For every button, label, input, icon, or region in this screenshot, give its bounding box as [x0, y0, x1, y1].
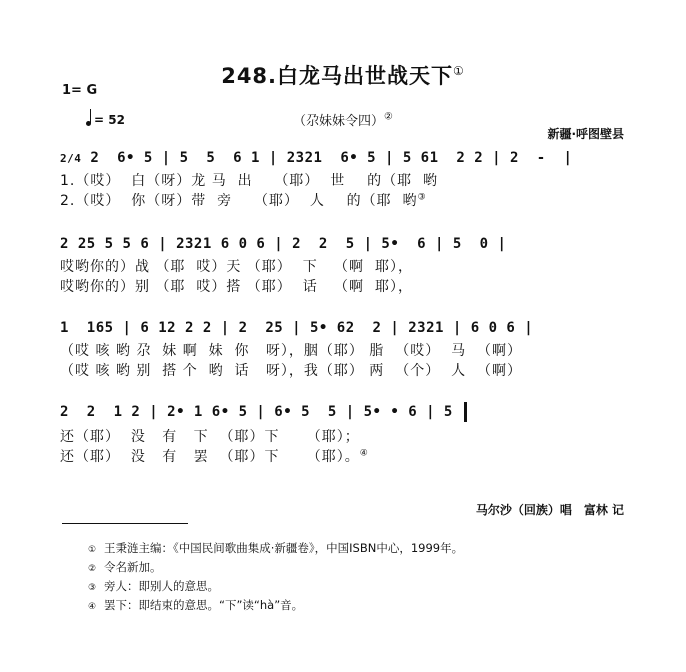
key-signature: 1= G	[62, 83, 98, 98]
lyric-verse-1: 还（耶） 没 有 下 （耶）下 （耶）；	[60, 429, 360, 445]
footnote-divider	[62, 523, 188, 524]
lyric-verse-1: 1.（哎） 白（呀）龙 马 出 （耶） 世 的（耶 哟	[60, 173, 439, 189]
lyric-verse-2: （哎 咳 哟 别 搭 个 哟 话 呀），我（耶） 两 （个） 人 （啊）	[60, 363, 523, 379]
lyric-footnote-marker: ③	[417, 192, 427, 203]
notation-line: 2 2 1 2 | 2• 1 6• 5 | 6• 5 5 | 5• • 6 | 5	[60, 402, 630, 422]
tempo-marking: = 52	[86, 113, 125, 127]
footnote-1: ① 王秉涟主编：《中国民间歌曲集成·新疆卷》，中国ISBN中心，1999年。	[88, 541, 464, 555]
time-signature: 2/4	[60, 152, 82, 165]
song-title: 248.白龙马出世战天下①	[221, 64, 465, 88]
subtitle-footnote-marker: ②	[384, 111, 393, 123]
song-subtitle: （尕妹妹令四）②	[293, 111, 393, 129]
song-region: 新疆·呼图壁县	[547, 127, 624, 141]
score-system-3	[60, 320, 630, 380]
title-footnote-marker: ①	[453, 64, 465, 78]
performer-credit: 马尔沙（回族）唱 富林 记	[475, 503, 624, 517]
notation-line: 2 25 5 5 6 | 2321 6 0 6 | 2 2 5 | 5• 6 | 5 0 |	[60, 236, 507, 252]
final-barline	[464, 402, 467, 422]
lyric-footnote-marker: ④	[359, 448, 369, 459]
score-system-4	[60, 402, 630, 466]
score-system-1	[60, 150, 630, 210]
lyric-verse-1: 哎哟你的）战 （耶 哎）天 （耶） 下 （啊 耶），	[60, 259, 413, 275]
footnote-3: ③ 旁人：即别人的意思。	[88, 579, 219, 593]
notation-line: 1 165 | 6 12 2 2 | 2 25 | 5• 62 2 | 2321 | 6 0 6 |	[60, 320, 534, 336]
lyric-verse-1: （哎 咳 哟 尕 妹 啊 妹 你 呀），胭（耶） 脂 （哎） 马 （啊）	[60, 343, 523, 359]
lyric-verse-2: 2.（哎） 你（呀）带 旁 （耶） 人 的（耶 哟③	[60, 192, 427, 209]
footnote-2: ② 令名新加。	[88, 560, 162, 574]
score-system-2	[60, 236, 630, 296]
lyric-verse-2: 哎哟你的）别 （耶 哎）搭 （耶） 话 （啊 耶），	[60, 279, 413, 295]
footnote-4: ④ 罢下：即结束的意思。“下”读“hà”音。	[88, 598, 304, 612]
notation-line: 2/4 2 6• 5 | 5 5 6 1 | 2321 6• 5 | 5 61 2 2 | 2 - |	[60, 150, 582, 166]
lyric-verse-2: 还（耶） 没 有 罢 （耶）下 （耶）。④	[60, 448, 369, 465]
